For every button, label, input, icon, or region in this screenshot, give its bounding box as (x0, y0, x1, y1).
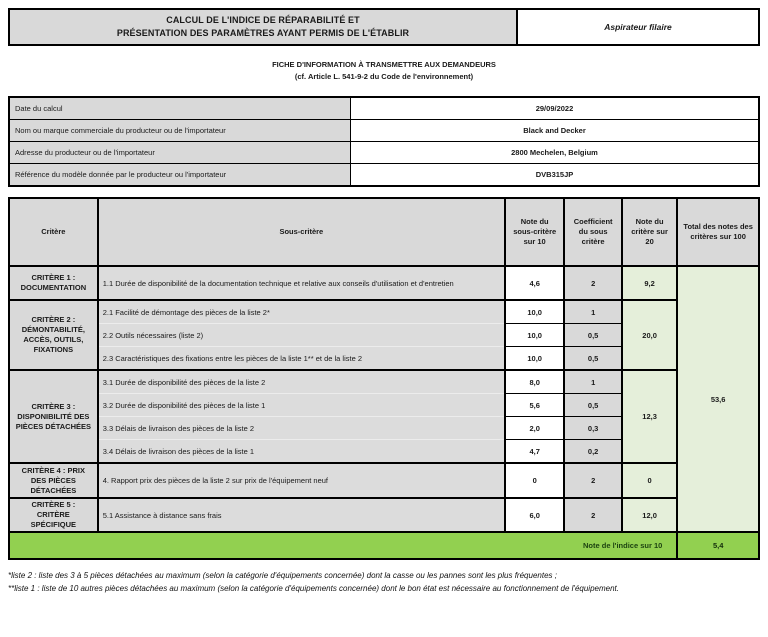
title-line-2: PRÉSENTATION DES PARAMÈTRES AYANT PERMIS DE L'ÉTABLIR (116, 28, 410, 38)
table-row (9, 142, 759, 164)
subcriterion-2-1: 2.1 Facilité de démontage des pièces de la liste 2* (98, 300, 505, 324)
info-label-date: Date du calcul (9, 97, 351, 120)
product-info-table (8, 96, 760, 187)
repairability-sheet (8, 8, 760, 595)
coef-3-3: 0,3 (564, 417, 621, 440)
coef-3-4: 0,2 (564, 440, 621, 464)
document-title (10, 10, 518, 44)
group-4-name: CRITÈRE 4 : PRIX DES PIÈCES DÉTACHÉES (9, 463, 98, 498)
group-1-name: CRITÈRE 1 : DOCUMENTATION (9, 266, 98, 300)
subcriterion-5-1: 5.1 Assistance à distance sans frais (98, 498, 505, 532)
group-5-name: CRITÈRE 5 : CRITÈRE SPÉCIFIQUE (9, 498, 98, 532)
subcriterion-3-2: 3.2 Durée de disponibilité des pièces de la liste 1 (98, 394, 505, 417)
note-3-1: 8,0 (505, 370, 564, 394)
group-5-note20: 12,0 (622, 498, 677, 532)
coef-3-1: 1 (564, 370, 621, 394)
note-2-3: 10,0 (505, 347, 564, 371)
coef-3-2: 0,5 (564, 394, 621, 417)
table-row (9, 463, 759, 498)
subheader-line-1: FICHE D'INFORMATION À TRANSMETTRE AUX DEMANDEURS (272, 60, 496, 69)
group-2-note20: 20,0 (622, 300, 677, 370)
col-header-critere: Critère (9, 198, 98, 266)
document-header (8, 8, 760, 46)
info-value-model: DVB315JP (351, 164, 760, 187)
total-score-100: 53,6 (677, 266, 759, 532)
note-3-3: 2,0 (505, 417, 564, 440)
info-label-model: Référence du modèle donnée par le producteur ou l'importateur (9, 164, 351, 187)
info-value-address: 2800 Mechelen, Belgium (351, 142, 760, 164)
group-2-name: CRITÈRE 2 : DÉMONTABILITÉ, ACCÈS, OUTILS, FIXATIONS (9, 300, 98, 370)
note-3-2: 5,6 (505, 394, 564, 417)
subcriterion-4: 4. Rapport prix des pièces de la liste 2 sur prix de l'équipement neuf (98, 463, 505, 498)
table-row (9, 97, 759, 120)
subcriterion-3-1: 3.1 Durée de disponibilité des pièces de la liste 2 (98, 370, 505, 394)
table-row (9, 164, 759, 187)
table-row (9, 266, 759, 300)
table-row (9, 370, 759, 394)
coef-2-1: 1 (564, 300, 621, 324)
footnotes (8, 569, 760, 595)
product-category: Aspirateur filaire (518, 10, 758, 44)
index-score-value: 5,4 (677, 532, 759, 559)
index-score-label: Note de l'indice sur 10 (9, 532, 677, 559)
info-label-address: Adresse du producteur ou de l'importateur (9, 142, 351, 164)
group-1-note20: 9,2 (622, 266, 677, 300)
subcriterion-3-4: 3.4 Délais de livraison des pièces de la liste 1 (98, 440, 505, 464)
subcriterion-2-3: 2.3 Caractéristiques des fixations entre les pièces de la liste 1** et de la liste 2 (98, 347, 505, 371)
note-2-1: 10,0 (505, 300, 564, 324)
title-line-1: CALCUL DE L'INDICE DE RÉPARABILITÉ ET (166, 15, 360, 25)
info-value-date: 29/09/2022 (351, 97, 760, 120)
col-header-note-10: Note du sous-critère sur 10 (505, 198, 564, 266)
subcriterion-1-1: 1.1 Durée de disponibilité de la documentation technique et relative aux conseils d'utilisation et d'entretien (98, 266, 505, 300)
subheader-line-2: (cf. Article L. 541-9-2 du Code de l'environnement) (294, 72, 474, 81)
table-row (9, 498, 759, 532)
subcriterion-2-2: 2.2 Outils nécessaires (liste 2) (98, 324, 505, 347)
footnote-liste-1: **liste 1 : liste de 10 autres pièces détachées au maximum (selon la catégorie d'équipements concernée) dont le bon état est nécessaire au fonctionnement de l'équipement. (8, 584, 619, 593)
group-3-name: CRITÈRE 3 : DISPONIBILITÉ DES PIÈCES DÉTACHÉES (9, 370, 98, 463)
note-2-2: 10,0 (505, 324, 564, 347)
note-3-4: 4,7 (505, 440, 564, 464)
col-header-total-100: Total des notes des critères sur 100 (677, 198, 759, 266)
index-score-row (9, 532, 759, 559)
col-header-sous-critere: Sous-critère (98, 198, 505, 266)
table-row (9, 300, 759, 324)
note-4: 0 (505, 463, 564, 498)
coef-2-3: 0,5 (564, 347, 621, 371)
coef-4: 2 (564, 463, 621, 498)
note-5-1: 6,0 (505, 498, 564, 532)
coef-5-1: 2 (564, 498, 621, 532)
note-1-1: 4,6 (505, 266, 564, 300)
table-header-row (9, 198, 759, 266)
subheader (8, 59, 760, 83)
col-header-note-20: Note du critère sur 20 (622, 198, 677, 266)
table-row (9, 120, 759, 142)
col-header-coefficient: Coefficient du sous critère (564, 198, 621, 266)
coef-2-2: 0,5 (564, 324, 621, 347)
info-value-brand: Black and Decker (351, 120, 760, 142)
footnote-liste-2: *liste 2 : liste des 3 à 5 pièces détachées au maximum (selon la catégorie d'équipements concernée) dont la casse ou les pannes sont les plus fréquentes ; (8, 571, 557, 580)
group-4-note20: 0 (622, 463, 677, 498)
group-3-note20: 12,3 (622, 370, 677, 463)
criteria-table (8, 197, 760, 560)
info-label-brand: Nom ou marque commerciale du producteur ou de l'importateur (9, 120, 351, 142)
coef-1-1: 2 (564, 266, 621, 300)
subcriterion-3-3: 3.3 Délais de livraison des pièces de la liste 2 (98, 417, 505, 440)
